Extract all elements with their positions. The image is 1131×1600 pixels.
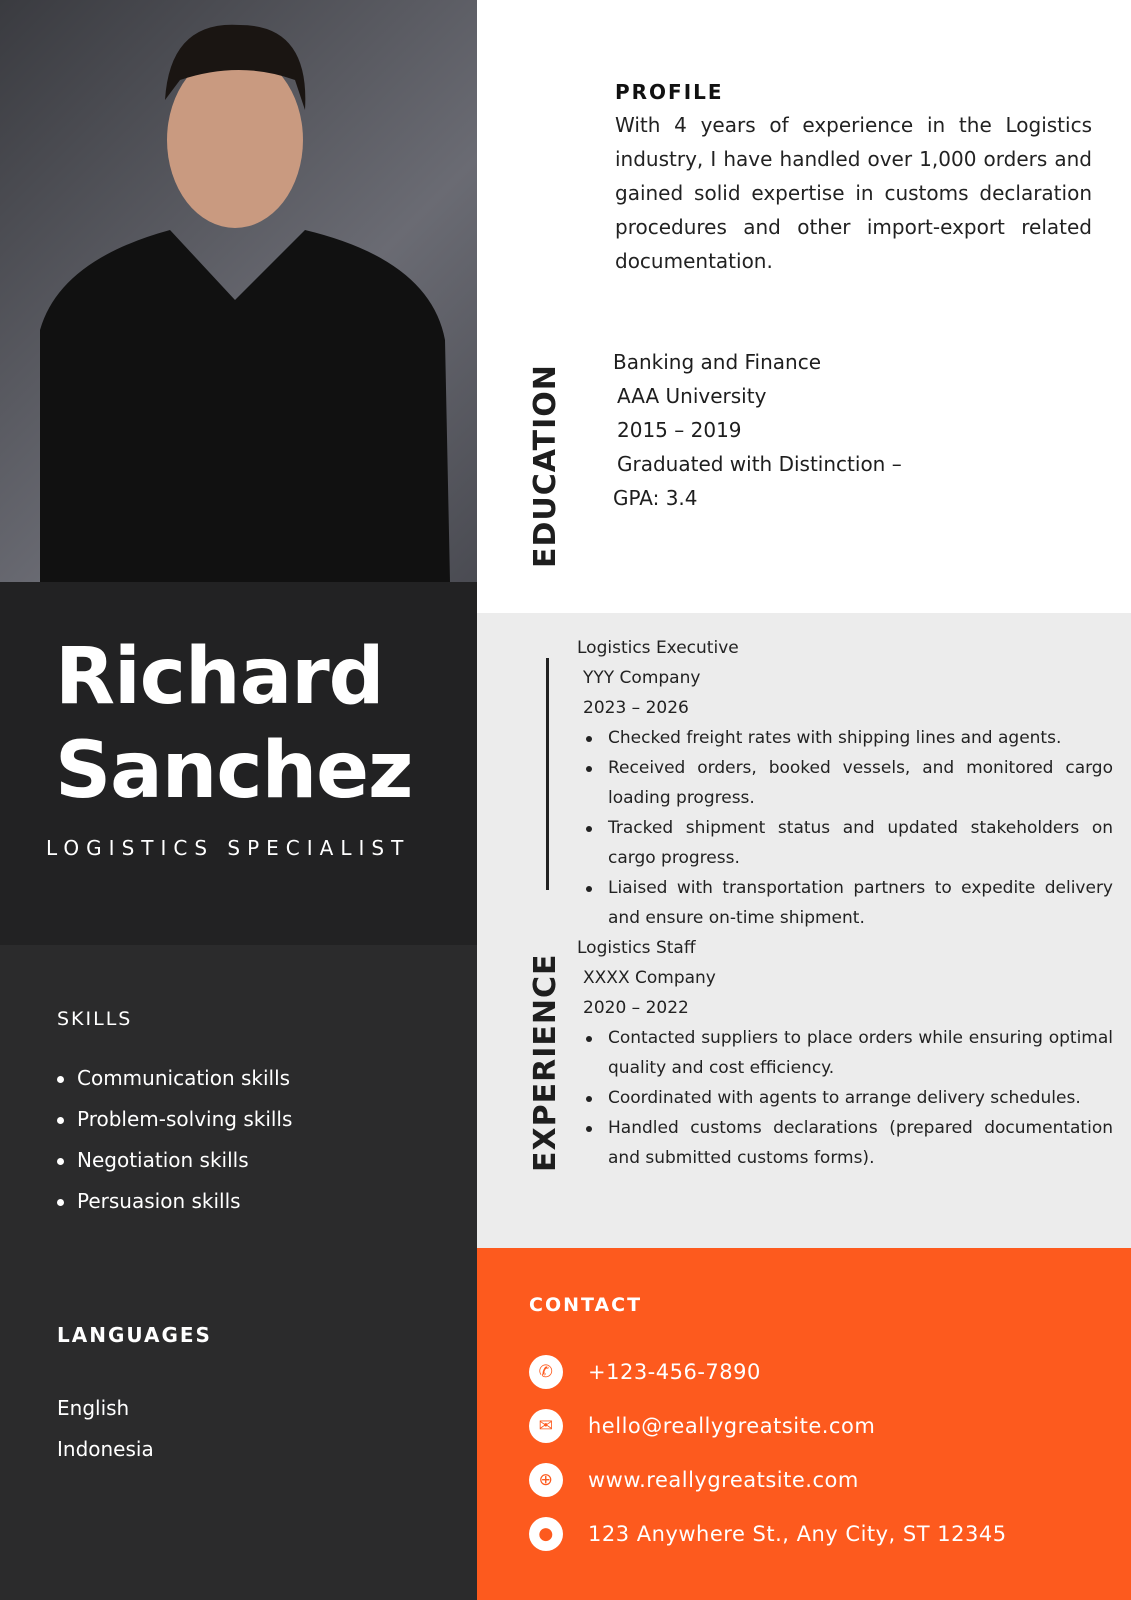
job-title: LOGISTICS SPECIALIST bbox=[46, 836, 411, 860]
website-text: www.reallygreatsite.com bbox=[588, 1468, 859, 1492]
email-icon: ✉ bbox=[529, 1409, 563, 1443]
gpa: GPA: 3.4 bbox=[613, 486, 698, 510]
job-role: Logistics Staff bbox=[577, 938, 696, 958]
job-role: Logistics Executive bbox=[577, 638, 739, 658]
skills-section bbox=[0, 945, 477, 1600]
job-bullet: Coordinated with agents to arrange delivery schedules. bbox=[577, 1083, 1113, 1113]
job-company: XXXX Company bbox=[583, 968, 716, 988]
last-name: Sanchez bbox=[55, 726, 413, 816]
skill-item: Negotiation skills bbox=[55, 1140, 292, 1181]
job-bullet: Liaised with transportation partners to expedite delivery and ensure on-time shipment. bbox=[577, 873, 1113, 933]
education-heading: EDUCATION bbox=[528, 364, 563, 568]
phone-icon: ✆ bbox=[529, 1355, 563, 1389]
phone-text: +123-456-7890 bbox=[588, 1360, 761, 1384]
profile-heading: PROFILE bbox=[615, 80, 724, 104]
language-item: English bbox=[57, 1396, 130, 1420]
languages-heading: LANGUAGES bbox=[57, 1323, 212, 1347]
skill-item: Problem-solving skills bbox=[55, 1099, 292, 1140]
job-bullet: Received orders, booked vessels, and monitored cargo loading progress. bbox=[577, 753, 1113, 813]
education-block bbox=[613, 345, 902, 515]
first-name: Richard bbox=[55, 632, 384, 722]
experience-block bbox=[577, 633, 1113, 1173]
job-bullet: Checked freight rates with shipping lines and agents. bbox=[577, 723, 1113, 753]
contact-heading: CONTACT bbox=[529, 1294, 643, 1316]
job-years: 2020 – 2022 bbox=[583, 998, 689, 1018]
skills-heading: SKILLS bbox=[57, 1008, 133, 1030]
contact-website[interactable] bbox=[529, 1453, 1007, 1507]
contact-phone[interactable] bbox=[529, 1345, 1007, 1399]
person-silhouette-icon bbox=[0, 0, 477, 582]
edu-honor: Graduated with Distinction – bbox=[617, 452, 902, 476]
experience-heading: EXPERIENCE bbox=[528, 953, 563, 1172]
school: AAA University bbox=[617, 384, 767, 408]
skills-list bbox=[55, 1058, 292, 1222]
degree: Banking and Finance bbox=[613, 350, 822, 374]
job-years: 2023 – 2026 bbox=[583, 698, 689, 718]
contact-address bbox=[529, 1507, 1007, 1561]
skill-item: Communication skills bbox=[55, 1058, 292, 1099]
globe-icon: ⊕ bbox=[529, 1463, 563, 1497]
email-text: hello@reallygreatsite.com bbox=[588, 1414, 876, 1438]
location-pin-icon: ● bbox=[529, 1517, 563, 1551]
job-entry bbox=[577, 633, 1113, 933]
address-text: 123 Anywhere St., Any City, ST 12345 bbox=[588, 1522, 1007, 1546]
job-bullet: Tracked shipment status and updated stakeholders on cargo progress. bbox=[577, 813, 1113, 873]
job-bullet: Handled customs declarations (prepared documentation and submitted customs forms). bbox=[577, 1113, 1113, 1173]
job-entry bbox=[577, 933, 1113, 1173]
languages-list bbox=[57, 1388, 154, 1470]
language-item: Indonesia bbox=[57, 1437, 154, 1461]
profile-photo bbox=[0, 0, 477, 582]
contact-email[interactable] bbox=[529, 1399, 1007, 1453]
profile-block bbox=[615, 80, 1092, 278]
edu-years: 2015 – 2019 bbox=[617, 418, 742, 442]
contact-list bbox=[529, 1345, 1007, 1561]
skill-item: Persuasion skills bbox=[55, 1181, 292, 1222]
divider-line bbox=[546, 658, 549, 890]
job-bullet: Contacted suppliers to place orders while ensuring optimal quality and cost efficiency. bbox=[577, 1023, 1113, 1083]
job-company: YYY Company bbox=[583, 668, 701, 688]
profile-text: With 4 years of experience in the Logistics industry, I have handled over 1,000 orders and gained solid expertise in customs declaration procedures and other import-export related documentation. bbox=[615, 113, 1092, 273]
full-name bbox=[55, 630, 412, 818]
